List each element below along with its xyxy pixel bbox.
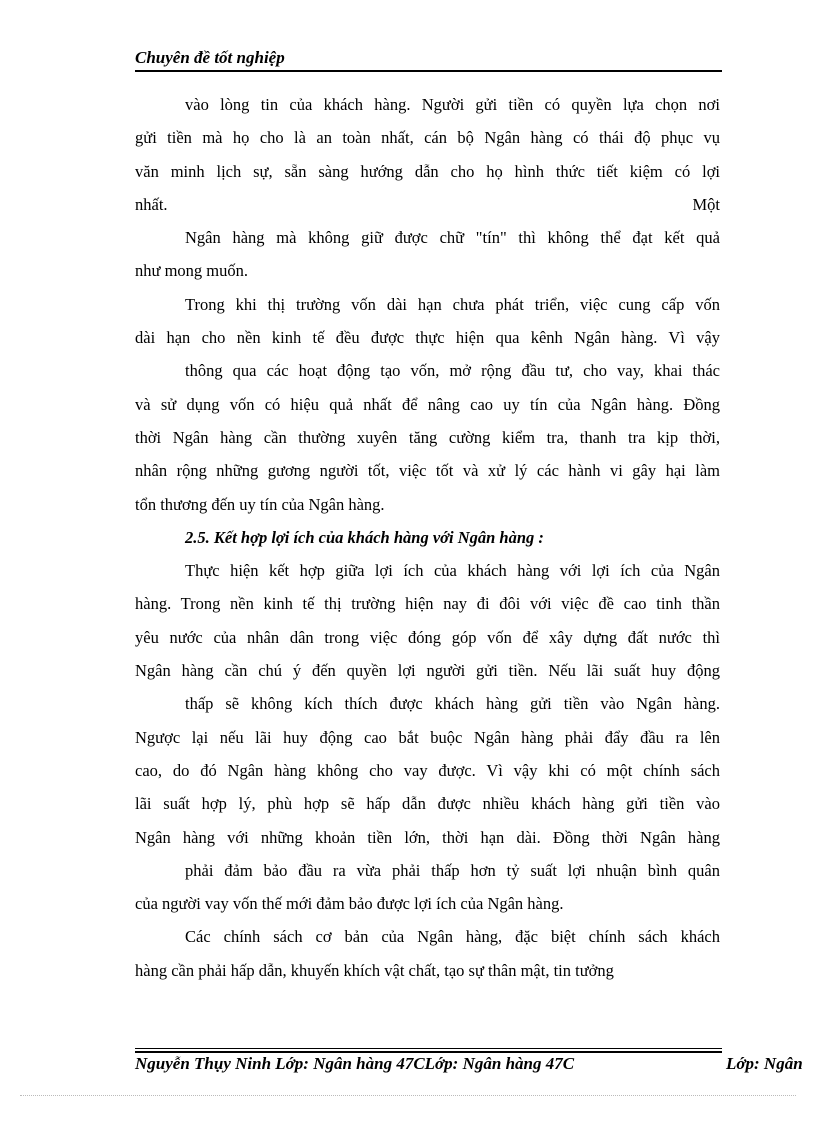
text-line: Trong khi thị trường vốn dài hạn chưa phát triển, việc cung cấp vốn [185,294,720,314]
header-rule [135,70,722,72]
text-line: vào lòng tin của khách hàng. Người gửi tiền có quyền lựa chọn nơi [185,95,720,114]
text-line: Ngân hàng cần chú ý đến quyền lợi người gửi tiền. Nếu lãi suất huy động [135,661,720,681]
footer-class-overflow: Lớp: Ngân [726,1054,803,1073]
text-line: Ngân hàng mà không giữ được chữ "tín" thì không thể đạt kết quả [185,228,720,248]
footer-rule-thin [135,1048,722,1049]
footer-rule-thick [135,1051,722,1053]
text-line: Ngân hàng với những khoản tiền lớn, thời hạn dài. Đồng thời Ngân hàng [135,827,720,847]
text-line: như mong muốn. [135,261,248,281]
text-line: và sử dụng vốn có hiệu quả nhất để nâng cao uy tín của Ngân hàng. Đồng [135,394,720,414]
text-line: thông qua các hoạt động tạo vốn, mở rộng đầu tư, cho vay, khai thác [185,361,720,381]
text-line: Các chính sách cơ bản của Ngân hàng, đặc biệt chính sách khách [185,927,720,947]
text-line: hàng. Trong nền kinh tế thị trường hiện nay đi đôi với việc đề cao tinh thần [135,594,720,614]
document-body [135,92,720,991]
text-line: dài hạn cho nền kinh tế đều được thực hiện qua kênh Ngân hàng. Vì vậy [135,328,720,348]
text-line: Thực hiện kết hợp giữa lợi ích của khách hàng với lợi ích của Ngân [185,561,720,581]
text-line: thấp sẽ không kích thích được khách hàng gửi tiền vào Ngân hàng. [185,694,720,714]
text-line: phải đảm bảo đầu ra vừa phải thấp hơn tỷ suất lợi nhuận bình quân [185,860,720,880]
text-line: Ngược lại nếu lãi huy động cao bắt buộc Ngân hàng phải đẩy đầu ra lên [135,727,720,747]
text-line: lãi suất hợp lý, phù hợp sẽ hấp dẫn được nhiều khách hàng gửi tiền vào [135,794,720,814]
text-line: yêu nước của nhân dân trong việc đóng góp vốn để xây dựng đất nước thì [135,627,720,647]
text-line: văn minh lịch sự, sẵn sàng hướng dẫn cho họ hình thức tiết kiệm có lợi [135,161,720,181]
text-line: nhân rộng những gương người tốt, việc tốt và xử lý các hành vi gây hại làm [135,461,720,481]
text-line: cao, do đó Ngân hàng không cho vay được. Vì vậy khi có một chính sách [135,760,720,780]
page-boundary-dotted [20,1095,796,1096]
footer-author-class: Nguyễn Thụy Ninh Lớp: Ngân hàng 47CLớp: Ngân hàng 47C [135,1054,575,1073]
text-line: của người vay vốn thế mới đảm bảo được lợi ích của Ngân hàng. [135,894,564,914]
section-heading: 2.5. Kết hợp lợi ích của khách hàng với Ngân hàng : [185,527,544,547]
text-line: tổn thương đến uy tín của Ngân hàng. [135,494,385,514]
text-line: nhất. Một [135,194,720,214]
text-line: thời Ngân hàng cần thường xuyên tăng cường kiểm tra, thanh tra kịp thời, [135,427,720,447]
page-header-title: Chuyên đề tốt nghiệp [135,48,285,67]
text-line: gửi tiền mà họ cho là an toàn nhất, cán bộ Ngân hàng có thái độ phục vụ [135,128,720,148]
text-line: hàng cần phải hấp dẫn, khuyến khích vật chất, tạo sự thân mật, tin tưởng [135,960,614,980]
